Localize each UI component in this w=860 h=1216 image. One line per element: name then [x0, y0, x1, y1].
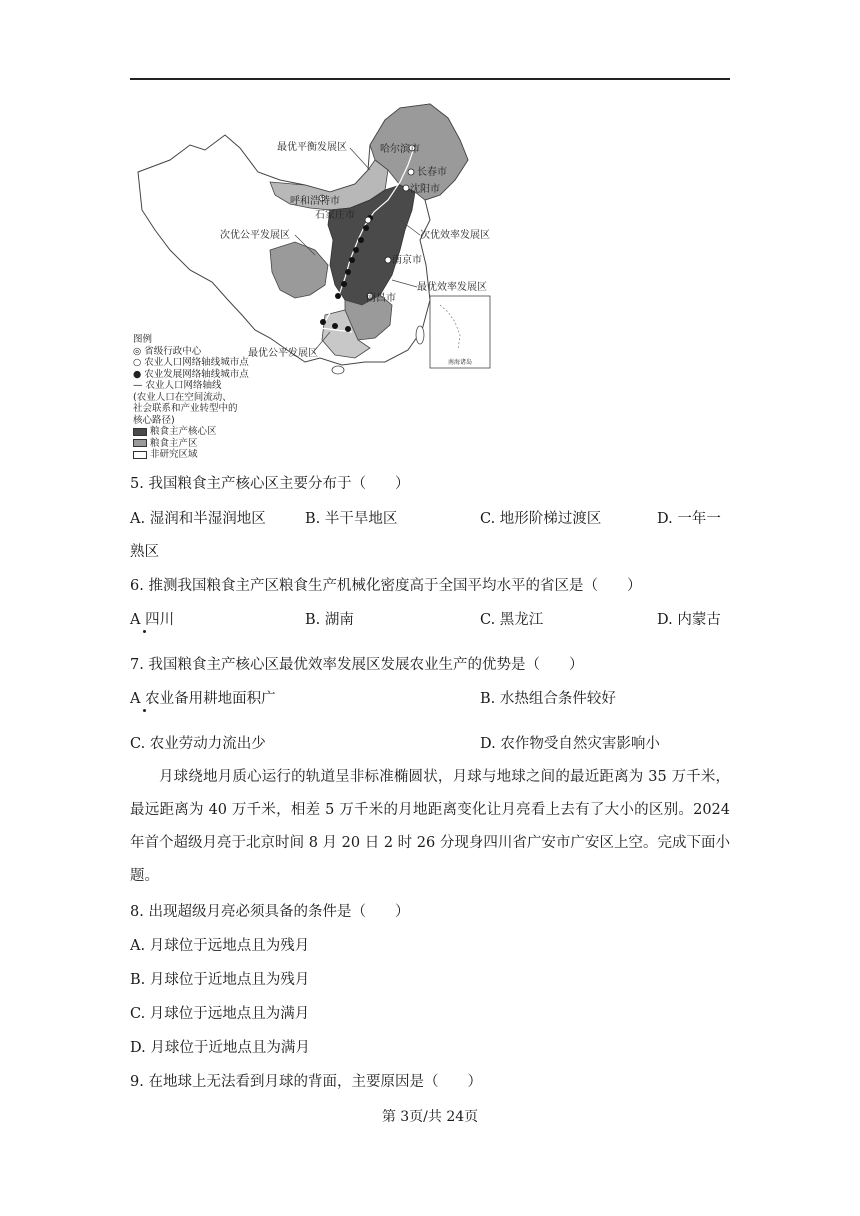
label-nanjing: 南京市: [392, 255, 422, 266]
label-harbin: 哈尔滨市: [380, 144, 420, 155]
q6-option-a[interactable]: A 四川: [130, 612, 175, 628]
q5-option-d-cont: 熟区: [130, 544, 159, 560]
south-sea-inset: [430, 296, 490, 368]
legend-item: 农业人口网络轴线: [145, 380, 222, 391]
label-nanchang: 南昌市: [366, 293, 396, 304]
emphasis-dot: [143, 709, 146, 712]
q8-option-a[interactable]: A. 月球位于远地点且为残月: [130, 938, 310, 954]
q9-stem: 9. 在地球上无法看到月球的背面，主要原因是（ ）: [130, 1074, 482, 1090]
passage: [130, 761, 730, 893]
legend-item: 粮食主产核心区: [150, 426, 217, 437]
q8-option-d[interactable]: D. 月球位于近地点且为满月: [130, 1040, 310, 1056]
filled-dot-icon: ●: [133, 368, 142, 380]
emphasis-dot: [143, 630, 146, 633]
legend-item: 农业人口网络轴线城市点: [144, 357, 249, 368]
q6-stem: 6. 推测我国粮食主产区粮食生产机械化密度高于全国平均水平的省区是（ ）: [130, 578, 642, 594]
passage-text: 月球绕地月质心运行的轨道呈非标准椭圆状，月球与地球之间的最近距离为 35 万千米，最远距离为 40 万千米，相差 5 万千米的月地距离变化让月亮看上去有了大小的区别。2024 年首个超级月亮于北京时间 8 月 20 日 2 时 26 分现身四川省广安市广安区上空。完成下面小题。: [130, 769, 730, 884]
q5-option-d[interactable]: D. 一年一: [657, 511, 721, 527]
q5-option-b[interactable]: B. 半干旱地区: [305, 511, 398, 527]
q6-option-b[interactable]: B. 湖南: [305, 612, 354, 628]
q7-option-a[interactable]: A 农业备用耕地面积广: [130, 691, 276, 707]
legend-item: 核心路径): [133, 414, 175, 426]
q7-option-c[interactable]: C. 农业劳动力流出少: [130, 736, 266, 752]
label-south-sea: 南海诸岛: [448, 359, 473, 366]
q6-option-d[interactable]: D. 内蒙古: [657, 612, 721, 628]
legend-item: 农业发展网络轴线城市点: [144, 368, 249, 380]
label-shenyang: 沈阳市: [410, 184, 440, 195]
q8-stem: 8. 出现超级月亮必须具备的条件是（ ）: [130, 904, 410, 920]
q7-stem: 7. 我国粮食主产核心区最优效率发展区发展农业生产的优势是（ ）: [130, 657, 584, 673]
q5-stem: 5. 我国粮食主产核心区主要分布于（ ）: [130, 476, 410, 492]
legend-item: (农业人口在空间流动、: [133, 391, 232, 403]
label-changchun: 长春市: [417, 167, 447, 178]
legend-item: 省级行政中心: [144, 345, 202, 357]
legend-title: 图例: [133, 334, 153, 345]
legend-item: 非研究区域: [150, 449, 198, 460]
legend-item: 社会联系和产业转型中的: [133, 403, 238, 414]
core-swatch: [133, 428, 147, 436]
q7-option-d[interactable]: D. 农作物受自然灾害影响小: [480, 736, 660, 752]
legend-item: 粮食主产区: [150, 437, 198, 449]
line-icon: —: [133, 380, 143, 391]
nonstudy-swatch: [133, 451, 147, 459]
label-shijiazhuang: 石家庄市: [315, 210, 355, 221]
page-footer: 第 3页/共 24页: [381, 1109, 479, 1125]
label-best-balance: 最优平衡发展区: [277, 142, 347, 153]
label-second-fair: 次优公平发展区: [220, 230, 290, 241]
capital-icon: ◎: [133, 345, 142, 357]
q8-option-b[interactable]: B. 月球位于近地点且为残月: [130, 972, 310, 988]
q6-option-c[interactable]: C. 黑龙江: [480, 612, 544, 628]
label-best-fair: 最优公平发展区: [248, 348, 318, 359]
main-swatch: [133, 439, 147, 447]
open-dot-icon: ○: [133, 357, 142, 368]
q7-option-b[interactable]: B. 水热组合条件较好: [480, 691, 616, 707]
q5-option-c[interactable]: C. 地形阶梯过渡区: [480, 511, 602, 527]
header-rule: [130, 78, 730, 80]
label-best-efficiency: 最优效率发展区: [417, 282, 487, 293]
label-hohhot: 呼和浩特市: [290, 196, 340, 207]
q8-option-c[interactable]: C. 月球位于远地点且为满月: [130, 1006, 310, 1022]
map-legend: [133, 334, 249, 461]
q5-option-a[interactable]: A. 湿润和半湿润地区: [130, 511, 266, 527]
label-second-efficiency: 次优效率发展区: [420, 230, 490, 241]
